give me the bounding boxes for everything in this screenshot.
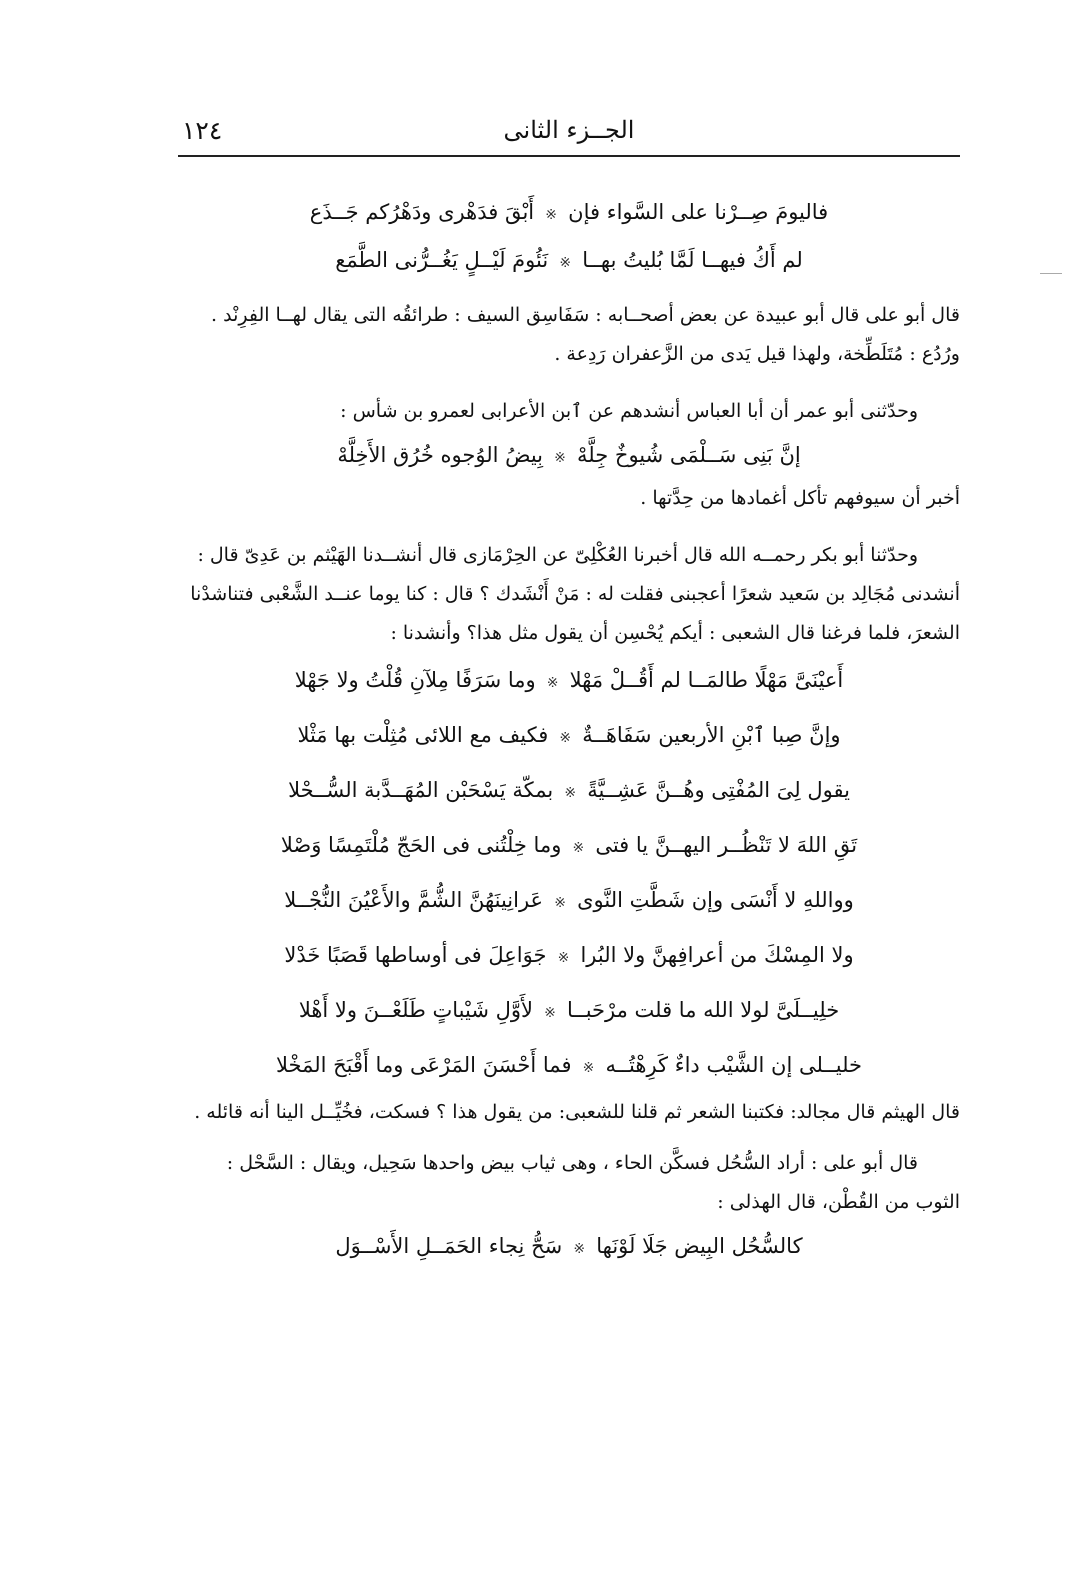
verse-separator-icon: ※	[559, 730, 572, 746]
page-number: ١٢٤	[182, 116, 223, 145]
text-line: وحدّثنا أبو بكر رحمــه الله قال أخبرنا العُكْلِىّ عن الحِرْمَازى قال أنشــدنا الهَيْثم بن عَدِىّ قال :	[197, 544, 918, 566]
running-title: الجــزء الثانى	[503, 116, 635, 144]
verse-separator-icon: ※	[554, 450, 566, 466]
verse-first-hemistich: فاليومَ صِــرْنا على السَّواء فإن	[568, 200, 829, 224]
verse-second-hemistich: وما خِلْتُنى فى الحَجّ مُلْتَمِسًا وَصْلا	[280, 833, 562, 857]
prose-paragraph	[178, 296, 960, 374]
verse-line	[178, 653, 960, 708]
verse-separator-icon: ※	[557, 950, 570, 966]
verse-first-hemistich: تَقِ اللهَ لا تَنْظُــر اليهــنَّ يا فتى	[595, 833, 858, 857]
verse-line	[178, 431, 960, 479]
page-header	[178, 112, 960, 154]
verse-line	[178, 763, 960, 818]
text-line: ورُدُع : مُتَلَطِّخة، ولهذا قيل يَدى من الزَّعفران رَدِعة .	[554, 343, 960, 365]
text-line: وحدّثنى أبو عمر أن أبا العباس أنشدهم عن ٱبن الأعرابى لعمرو بن شأس :	[340, 400, 918, 422]
verse-line	[178, 873, 960, 928]
verse-separator-icon: ※	[572, 840, 585, 856]
verse-second-hemistich: بمكّة يَسْحَبْن المُهَــدَّبة السُّــحْلا	[288, 778, 554, 802]
text-line: الشعرَ، فلما فرغنا قال الشعبى : أيكم يُحْسِن أن يقول مثل هذا؟ وأنشدنا :	[390, 622, 960, 644]
verse-separator-icon: ※	[564, 785, 577, 801]
verse-separator-icon: ※	[546, 675, 559, 691]
verse-line	[178, 188, 960, 236]
verse-second-hemistich: وما سَرَفًا مِلآنِ قُلْتُ ولا جَهْلا	[294, 668, 536, 692]
prose-paragraph	[178, 1144, 960, 1222]
text-line: الثوب من القُطْن، قال الهذلى :	[717, 1191, 960, 1213]
text-line: قال أبو على : أراد السُّحُل فسكَّن الحاء ، وهى ثياب بيض واحدها سَحِيل، ويقال : السَّحْل :	[226, 1152, 918, 1174]
verse-line	[178, 928, 960, 983]
verse-second-hemistich: بِيضُ الوُجوه خُرُق الأَخِلَّهْ	[337, 443, 544, 467]
text-line: أنشدنى مُجَالِد بن سَعيد شعرًا أعجبنى فقلت له : مَنْ أَنْشَدك ؟ قال : كنا يوما عنــد الشَّعْبى فتناشدْنا	[190, 583, 960, 605]
page-body	[178, 188, 960, 1270]
verse-second-hemistich: لأَوَّلِ شَيْباتٍ طَلَعْــنَ ولا أَهْلا	[298, 998, 533, 1022]
prose-paragraph	[178, 1093, 960, 1132]
text-line: أخبر أن سيوفهم تأكل أغمادها من حِدَّتها .	[640, 487, 960, 509]
verse-separator-icon: ※	[554, 895, 566, 911]
margin-mark	[1040, 273, 1062, 274]
verse-first-hemistich: وإنَّ صِبا ٱبْنِ الأربعين سَفَاهَــةٌ	[582, 723, 841, 747]
verse-line	[178, 818, 960, 873]
verse-first-hemistich: لم أَكُ فيهــا لَمَّا بُليتُ بهــا	[582, 248, 803, 272]
verse-second-hemistich: عَرانِينَهُنَّ الشُّمَّ والأَعْيُنَ النُّجْــلا	[284, 888, 544, 912]
verse-separator-icon: ※	[582, 1060, 595, 1076]
verse-first-hemistich: ولا المِسْكَ من أعرافِهنَّ ولا البُرا	[580, 943, 854, 967]
verse-first-hemistich: وواللهِ لا أَنْسَى وإن شَطَّتِ النَّوى	[577, 888, 854, 912]
verse-line	[178, 1222, 960, 1270]
verse-separator-icon: ※	[545, 207, 558, 223]
verse-first-hemistich: خلِيــلَىَّ لولا الله ما قلت مرْحَبــا	[566, 998, 840, 1022]
prose-paragraph	[178, 536, 960, 653]
header-rule	[178, 155, 960, 157]
verse-second-hemistich: فكيف مع اللائى مُثِلْت بها مَثْلا	[297, 723, 549, 747]
verse-first-hemistich: أَعيْنَىَّ مَهْلًا طالمَــا لم أَقُــلْ مَهْلا	[569, 668, 844, 692]
verse-second-hemistich: أَبْقَ فدَهْرى ودَهْرُكم جَــذَع	[309, 200, 535, 224]
prose-paragraph	[178, 479, 960, 518]
verse-separator-icon: ※	[544, 1005, 556, 1021]
verse-first-hemistich: يقول لِىَ المُفْتِى وهُــنَّ عَشِــيَّةً	[587, 778, 850, 802]
text-line: قال الهيثم قال مجالد: فكتبنا الشعر ثم قلنا للشعبى: من يقول هذا ؟ فسكت، فخُيِّــل الينا أنه قائله .	[194, 1101, 960, 1123]
verse-line	[178, 236, 960, 284]
verse-second-hemistich: جَوَاعِلَ فى أوساطها قَصَبًا خَدْلا	[284, 943, 547, 967]
verse-second-hemistich: سَحُّ نِجاء الحَمَــلِ الأَسْــوَل	[335, 1234, 563, 1258]
verse-separator-icon: ※	[573, 1241, 586, 1257]
verse-line	[178, 983, 960, 1038]
verse-separator-icon: ※	[559, 255, 572, 271]
verse-first-hemistich: كالسُّحُل البِيض جَلَا لَوْنَها	[596, 1234, 803, 1258]
prose-paragraph	[178, 392, 960, 431]
verse-second-hemistich: فما أَحْسَنَ المَرْعَى وما أَقْبَحَ المَخْلا	[275, 1053, 572, 1077]
verse-first-hemistich: إنَّ بَنِى سَــلْمَى شُيوخٌ جِلَّهْ	[577, 443, 801, 467]
verse-first-hemistich: خليــلى إن الشَّيْب داءٌ كَرِهْتُــه	[605, 1053, 863, 1077]
verse-line	[178, 708, 960, 763]
verse-line	[178, 1038, 960, 1093]
text-line: قال أبو على قال أبو عبيدة عن بعض أصحــابه : سَفَاسِق السيف : طرائقُه التى يقال لهــا الفِرِنْد .	[211, 304, 960, 326]
verse-second-hemistich: نَئُومَ لَيْــلٍ يَغُــرُّنى الطَّمَع	[335, 248, 549, 272]
